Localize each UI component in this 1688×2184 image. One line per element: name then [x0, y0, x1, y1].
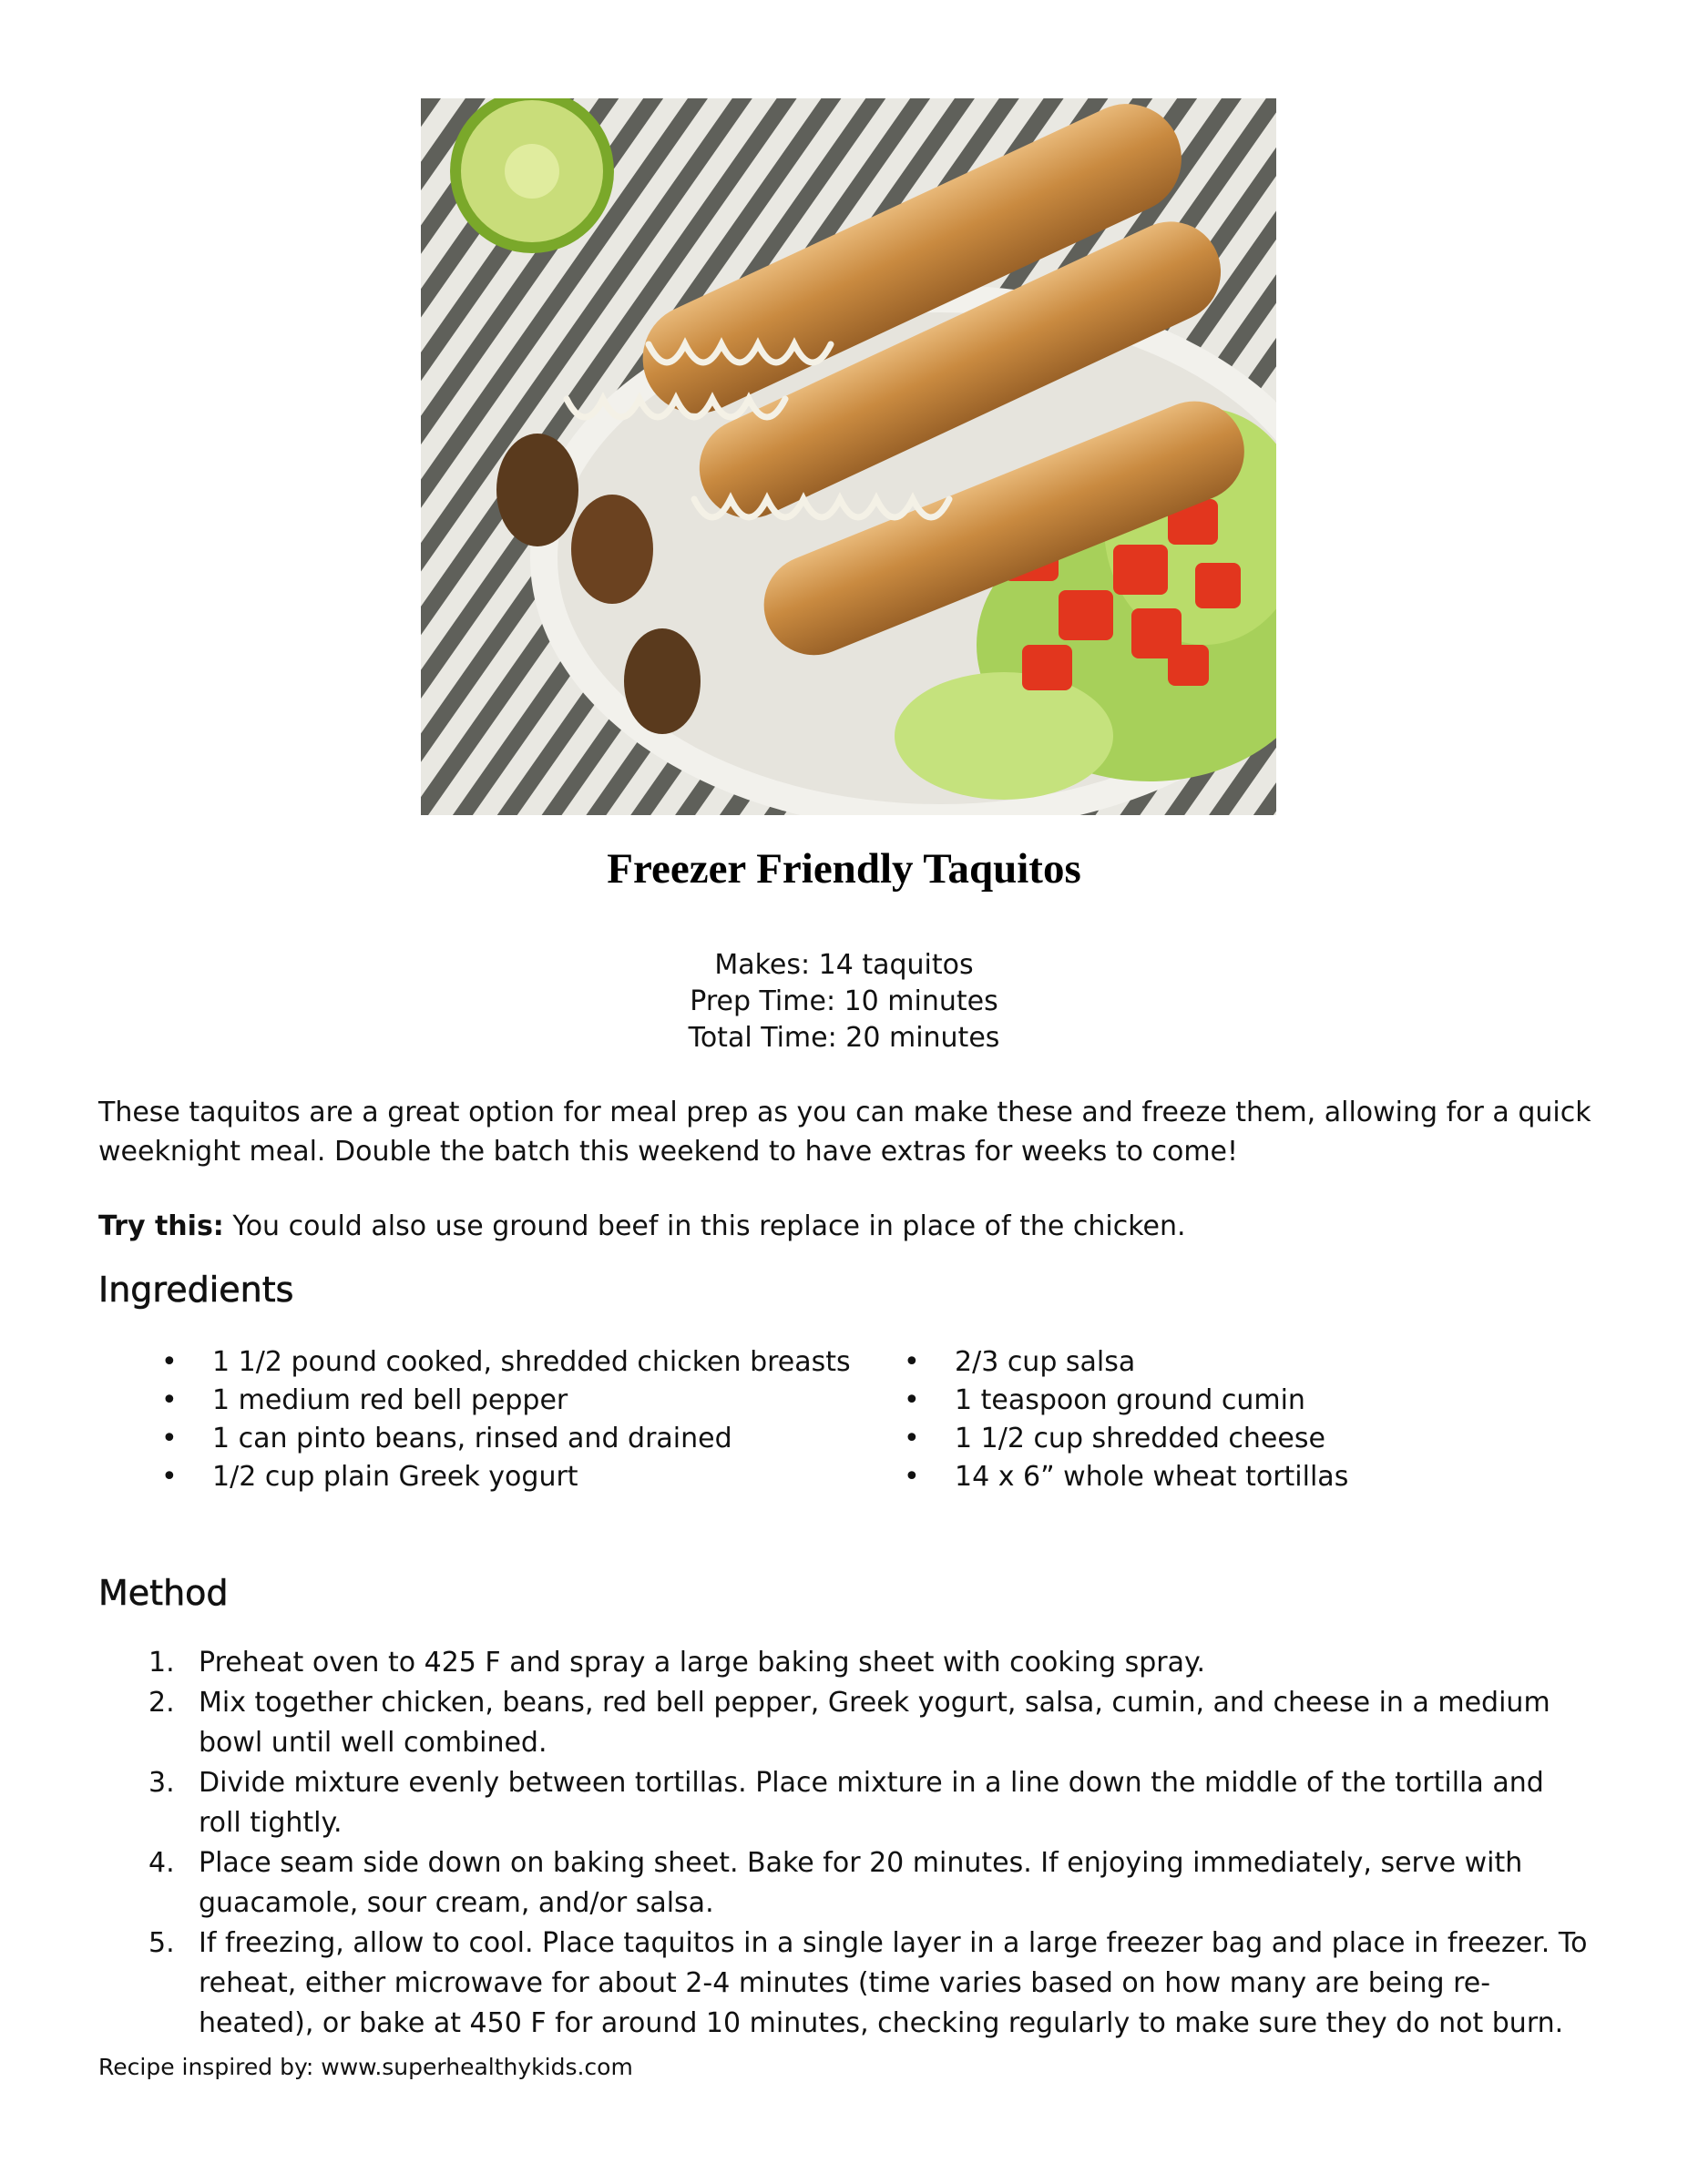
- bullet-icon: •: [904, 1384, 920, 1416]
- method-step: [148, 1643, 1592, 1683]
- step-number: 5.: [148, 1927, 175, 1959]
- step-number: 4.: [148, 1847, 175, 1879]
- step-text: Divide mixture evenly between tortillas. Place mixture in a line down the middle of the tortilla and roll tightly.: [199, 1767, 1544, 1839]
- step-text: If freezing, allow to cool. Place taquitos in a single layer in a large freezer bag and place in freezer. To reheat, either microwave for about 2-4 minutes (time varies based on how many are being re-heated), or bake at 450 F for around 10 minutes, checking regularly to make sure they do not burn.: [199, 1927, 1588, 2039]
- ingredient-item: • 1 teaspoon ground cumin: [955, 1382, 1348, 1420]
- prep-time-text: Prep Time: 10 minutes: [690, 985, 998, 1017]
- ingredient-item: • 1 can pinto beans, rinsed and drained: [212, 1420, 851, 1458]
- method-step: [148, 1924, 1592, 2044]
- ingredient-item: • 1 medium red bell pepper: [212, 1382, 851, 1420]
- method-step: [148, 1843, 1592, 1924]
- recipe-title: Freezer Friendly Taquitos: [607, 845, 1081, 893]
- step-text: Mix together chicken, beans, red bell pepper, Greek yogurt, salsa, cumin, and cheese in a medium bowl until well combined.: [199, 1687, 1550, 1759]
- try-this-label: Try this:: [98, 1210, 224, 1242]
- step-number: 1.: [148, 1647, 175, 1679]
- step-number: 3.: [148, 1767, 175, 1799]
- recipe-intro: These taquitos are a great option for meal prep as you can make these and freeze them, allowing for a quick weeknight meal. Double the batch this weekend to have extras for weeks to come!: [98, 1097, 1591, 1168]
- bullet-icon: •: [161, 1346, 178, 1378]
- bullet-icon: •: [161, 1423, 178, 1454]
- bullet-icon: •: [904, 1461, 920, 1493]
- step-text: Place seam side down on baking sheet. Bake for 20 minutes. If enjoying immediately, serve with guacamole, sour cream, and/or salsa.: [199, 1847, 1523, 1919]
- ingredient-item: • 14 x 6” whole wheat tortillas: [955, 1458, 1348, 1496]
- bullet-icon: •: [904, 1423, 920, 1454]
- taquitos-illustration: [421, 98, 1276, 815]
- method-heading: Method: [98, 1573, 229, 1613]
- total-time-text: Total Time: 20 minutes: [688, 1022, 1000, 1054]
- step-text: Preheat oven to 425 F and spray a large baking sheet with cooking spray.: [199, 1647, 1206, 1679]
- step-number: 2.: [148, 1687, 175, 1719]
- ingredients-heading: Ingredients: [98, 1270, 294, 1310]
- recipe-meta: [0, 947, 1688, 1056]
- ingredient-item: • 1/2 cup plain Greek yogurt: [212, 1458, 851, 1496]
- bullet-icon: •: [904, 1346, 920, 1378]
- ingredients-list-left: [161, 1343, 851, 1496]
- ingredient-item: • 1 1/2 pound cooked, shredded chicken breasts: [212, 1343, 851, 1382]
- recipe-photo: [421, 98, 1276, 815]
- method-steps: [148, 1643, 1592, 2044]
- try-this-text: You could also use ground beef in this replace in place of the chicken.: [223, 1210, 1186, 1242]
- recipe-credit: Recipe inspired by: www.superhealthykids.com: [98, 2054, 633, 2080]
- ingredient-item: • 1 1/2 cup shredded cheese: [955, 1420, 1348, 1458]
- method-step: [148, 1683, 1592, 1763]
- method-step: [148, 1763, 1592, 1843]
- bullet-icon: •: [161, 1384, 178, 1416]
- makes-text: Makes: 14 taquitos: [714, 949, 974, 981]
- try-this-note: [98, 1207, 1592, 1246]
- ingredients-list-right: [904, 1343, 1349, 1496]
- ingredient-item: • 2/3 cup salsa: [955, 1343, 1348, 1382]
- bullet-icon: •: [161, 1461, 178, 1493]
